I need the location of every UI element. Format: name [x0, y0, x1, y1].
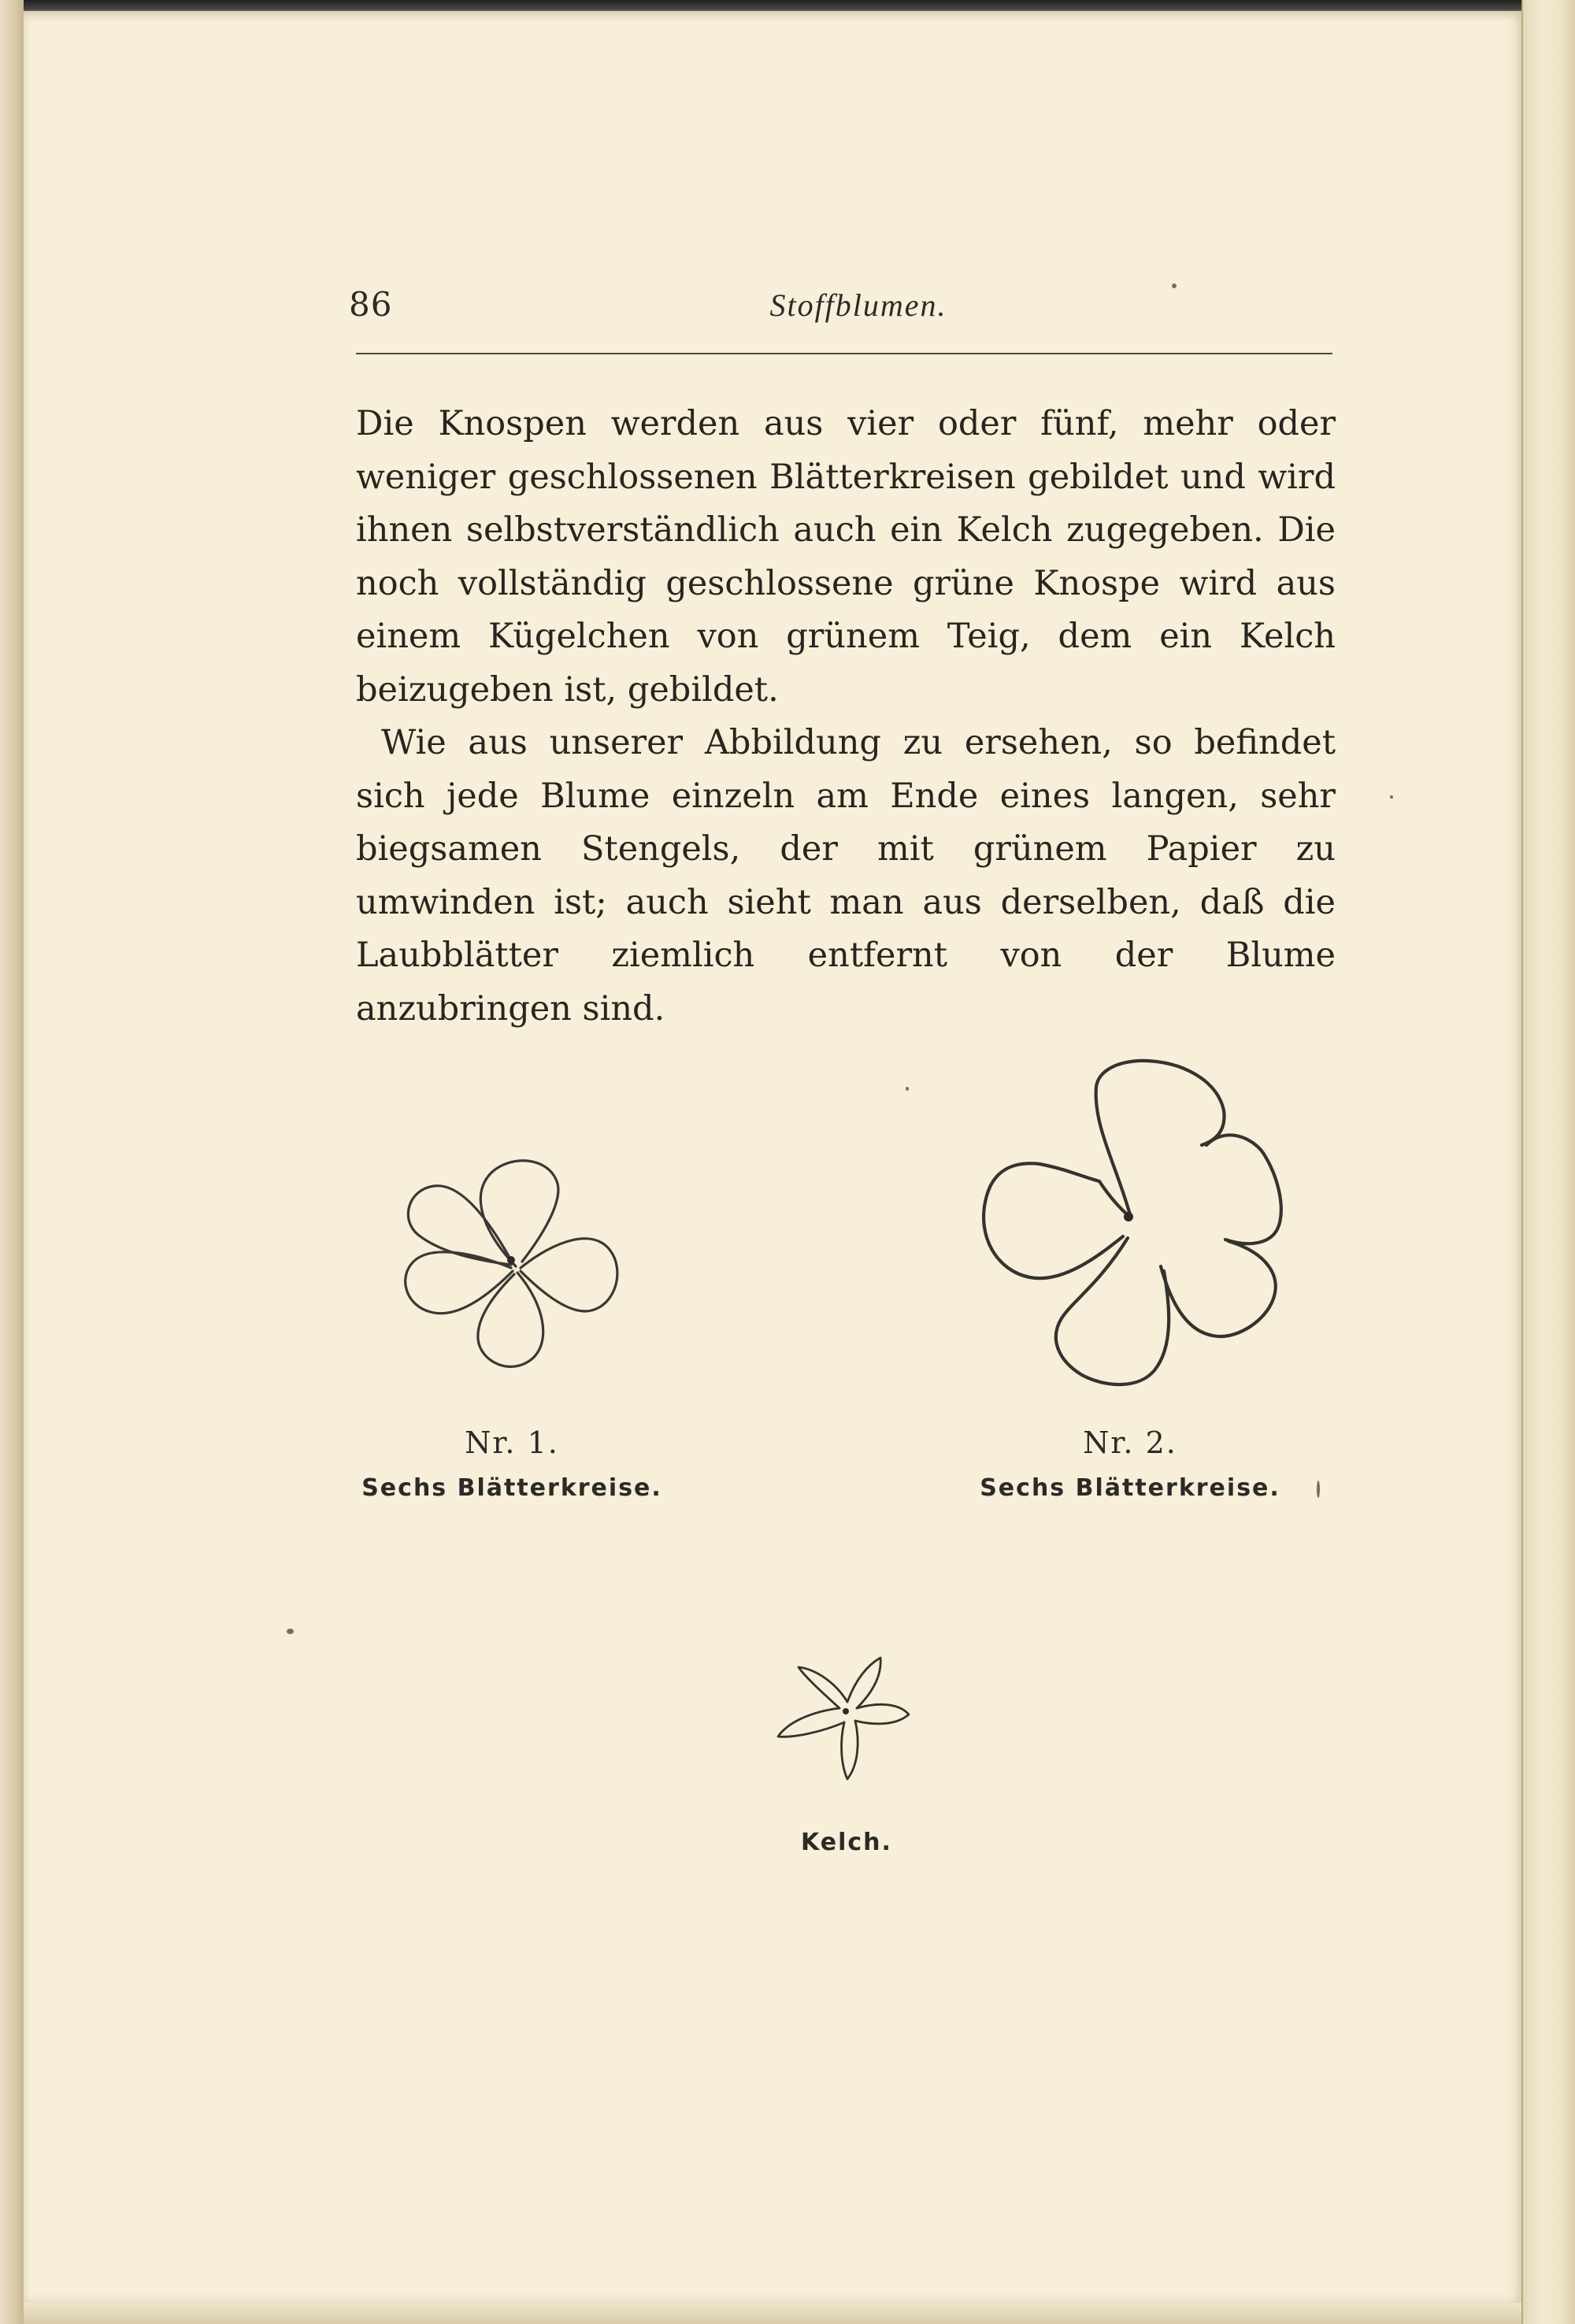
paper-speck — [1390, 795, 1393, 799]
paragraph: Wie aus unserer Abbildung zu ersehen, so befindet sich jede Blume einzeln am Ende eines langen, sehr biegsamen Stengels, der mit grünem Papier zu umwinden ist; auch sieht man aus derselben, daß die Laubblätter ziemlich entfernt von der Blume anzubringen sind. — [356, 723, 1336, 1029]
right-page-edge — [1521, 0, 1575, 2324]
five-petal-flower-small-icon — [370, 1118, 646, 1386]
bottom-page-edge — [24, 2303, 1521, 2324]
five-petal-flower-large-icon — [951, 1032, 1321, 1406]
figure-number: Nr. 1. — [465, 1425, 559, 1460]
paper-speck — [1172, 284, 1177, 288]
calyx-caption: Kelch. — [801, 1829, 892, 1856]
running-title: Stoffblumen. — [769, 287, 947, 323]
figure-caption-1 — [346, 1425, 677, 1502]
figure-caption-2 — [965, 1425, 1295, 1502]
calyx-star-icon — [756, 1626, 945, 1815]
figure-label: Sechs Blätterkreise. — [980, 1474, 1280, 1502]
left-page-edge — [0, 0, 24, 2324]
paper-speck — [1317, 1481, 1320, 1498]
body-text — [356, 398, 1336, 1036]
paper-speck — [906, 1087, 909, 1091]
paper-speck — [287, 1629, 294, 1634]
flower-center-dot — [1124, 1212, 1133, 1221]
calyx-center-dot — [843, 1708, 849, 1714]
figure-label: Sechs Blätterkreise. — [361, 1474, 662, 1502]
page-number: 86 — [349, 285, 393, 324]
flower-center-dot — [507, 1256, 515, 1264]
paragraph: Die Knospen werden aus vier oder fünf, mehr oder weniger geschlossenen Blätterkreisen gebildet und wird ihnen selbstverständlich auch ein Kelch zugegeben. Die noch vollständig geschlossene grüne Knospe wird aus einem Kügelchen von grünem Teig, dem ein Kelch beizugeben ist, gebildet. — [356, 404, 1336, 710]
figure-number: Nr. 2. — [1083, 1425, 1177, 1460]
header-rule — [356, 353, 1332, 354]
